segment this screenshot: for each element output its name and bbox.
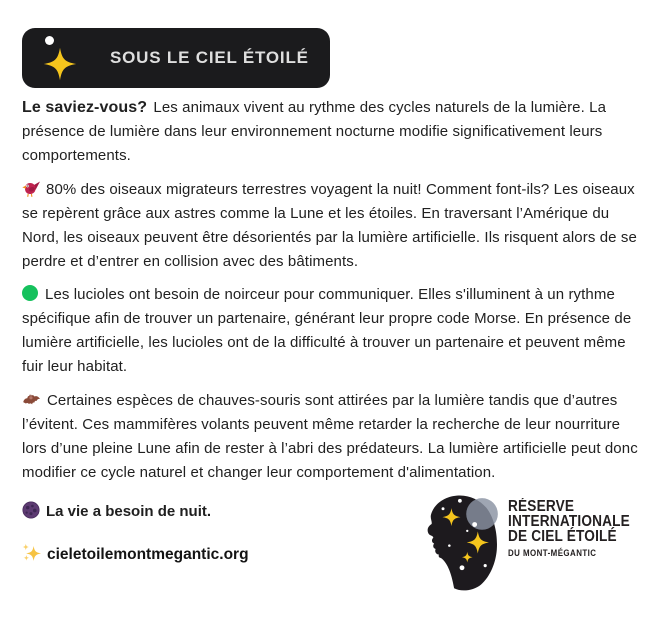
firefly-green-dot-icon — [22, 285, 38, 301]
fact-birds-text: 80% des oiseaux migrateurs terrestres voyagent la nuit! Comment font-ils? Les oiseaux se repèrent grâce aux astres comme la Lune et les étoiles. En traversant l’Amérique du Nord, les oiseaux peuvent être désorientés par la lumière artificielle. Ils risquent alors de se perdre et d’entrer en collision avec des bâtiments. — [22, 180, 637, 270]
sparkle-star-icon — [42, 46, 78, 82]
intro-lead: Le saviez-vous? — [22, 99, 148, 116]
header-banner — [22, 28, 330, 88]
fact-bats — [22, 389, 640, 485]
fact-birds — [22, 178, 640, 274]
intro-paragraph — [22, 96, 640, 168]
bat-icon — [22, 392, 41, 408]
moon-dot-icon — [45, 36, 54, 45]
tagline-text: La vie a besoin de nuit. — [46, 502, 212, 520]
intro-text: Les animaux vivent au rythme des cycles naturels de la lumière. La présence de lumière dans leur environnement nocturne modifie significativement leurs comportements. — [22, 99, 607, 164]
logo-title-line1: RÉSERVE — [508, 498, 575, 515]
fact-fireflies — [22, 283, 640, 379]
bird-icon — [22, 180, 40, 197]
reserve-logo — [425, 490, 650, 610]
fact-bats-text: Certaines espèces de chauves-souris sont attirées par la lumière tandis que d’autres l’évitent. Ces mammifères volants peuvent même retarder la recherche de leur nourriture lors d’une pleine Lune afin de rester à l’abri des prédateurs. La lumière artificielle peut donc modifier ce cycle naturel et changer leur comportement d'alimentation. — [22, 391, 638, 481]
logo-moon-icon — [425, 495, 499, 592]
logo-title-line3: DE CIEL ÉTOILÉ — [508, 528, 617, 546]
logo-title-line2: INTERNATIONALE — [508, 513, 630, 531]
sparkles-icon — [22, 543, 41, 562]
website-link[interactable]: cieletoilemontmegantic.org — [47, 545, 249, 563]
logo-subtitle: DU MONT-MÉGANTIC — [508, 547, 597, 558]
header-title: SOUS LE CIEL ÉTOILÉ — [110, 48, 309, 67]
logo-text — [508, 499, 630, 558]
new-moon-icon — [22, 501, 40, 519]
fact-fireflies-text: Les lucioles ont besoin de noirceur pour communiquer. Elles s'illuminent à un rythme spécifique afin de trouver un partenaire, générant leur propre code Morse. En présence de lumière artificielle, les lucioles ont de la difficulté à trouver un partenaire et peuvent même fuir leur habitat. — [22, 286, 632, 375]
